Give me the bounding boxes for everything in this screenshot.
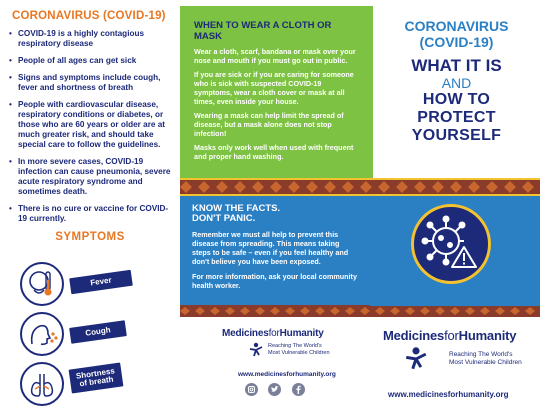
cover-headline: YOURSELF — [411, 127, 502, 144]
facts-paragraph: For more information, ask your local community health worker. — [192, 272, 357, 290]
person-logo-icon — [248, 342, 264, 358]
list-item: • There is no cure or vaccine for COVID-19 currently. — [8, 204, 172, 224]
person-logo-icon — [403, 346, 429, 372]
mask-paragraph: Masks only work well when used with frequent and proper hand washing. — [194, 143, 354, 161]
mask-paragraph: If you are sick or if you are caring for someone who is sick with suspected COVID-19 symptoms, wear a cloth cover or mask at all times, even inside your house. — [194, 70, 354, 106]
logo-text: MedicinesforHumanity — [383, 328, 517, 343]
facts-title-line2: DON'T PANIC. — [192, 213, 256, 224]
mask-paragraph: Wearing a mask can help limit the spread of disease, but a mask alone does not stop infection! — [194, 111, 344, 138]
virus-panel — [370, 196, 540, 306]
cover-title-line: CORONAVIRUS — [404, 18, 509, 34]
cough-icon — [20, 312, 64, 356]
facts-section — [180, 196, 370, 306]
website-link[interactable]: www.medicinesforhumanity.org — [388, 390, 509, 399]
list-item: • People with cardiovascular disease, respiratory conditions or diabetes, or those who are 60 years or older are at much greater risk, and should take special care to follow the guidelines. — [8, 100, 172, 150]
list-item: • People of all ages can get sick — [8, 56, 172, 66]
middle-panel — [180, 0, 370, 305]
instagram-icon[interactable] — [245, 383, 258, 396]
list-item: • In more severe cases, COVID-19 infection can cause pneumonia, severe acute respiratory syndrome and sometimes death. — [8, 157, 172, 197]
logo-tagline: Most Vulnerable Children — [268, 349, 330, 356]
list-item: • Signs and symptoms include cough, fever and shortness of breath — [8, 73, 172, 93]
symptom-fever — [20, 262, 170, 306]
logo-tagline: Reaching The World's — [449, 351, 513, 358]
symptom-label: Shortness of breath — [69, 362, 124, 393]
symptom-breath — [20, 362, 170, 406]
cover-and: AND — [441, 75, 472, 91]
mask-section-title: WHEN TO WEAR A CLOTH OR MASK — [194, 20, 332, 42]
logo-small — [222, 328, 372, 356]
lungs-icon — [20, 362, 64, 406]
decorative-band — [180, 178, 540, 196]
symptom-label: Cough — [69, 320, 127, 344]
list-item: • COVID-19 is a highly contagious respiratory disease — [8, 29, 172, 49]
fact-list — [8, 29, 172, 224]
thermometer-icon — [20, 262, 64, 306]
cover-title-line: (COVID-19) — [419, 34, 494, 50]
facts-title-line1: KNOW THE FACTS. — [192, 203, 281, 214]
symptoms-title: SYMPTOMS — [55, 231, 125, 243]
decorative-band — [180, 305, 540, 317]
facts-paragraph: Remember we must all help to prevent this disease from spreading. This means taking steps to be safe – even if you feel healthy and don't believe you have been exposed. — [192, 230, 349, 266]
virus-icon — [411, 204, 491, 284]
facebook-icon[interactable] — [292, 383, 305, 396]
cover-headline: PROTECT — [417, 109, 496, 126]
cover-headline: HOW TO — [422, 91, 491, 108]
logo-tagline: Most Vulnerable Children — [449, 359, 522, 366]
cover-headline: WHAT IT IS — [411, 56, 502, 75]
cover-panel — [370, 6, 540, 178]
social-icons — [245, 383, 325, 399]
website-link[interactable]: www.medicinesforhumanity.org — [238, 371, 336, 378]
twitter-icon[interactable] — [268, 383, 281, 396]
symptom-cough — [20, 312, 170, 356]
logo-large — [383, 328, 533, 367]
mask-paragraph: Wear a cloth, scarf, bandana or mask over your nose and mouth if you must go out in public. — [194, 47, 356, 65]
left-panel-title: CORONAVIRUS (COVID-19) — [12, 10, 166, 22]
mask-section — [180, 6, 370, 178]
symptom-label: Fever — [69, 270, 133, 294]
logo-text: MedicinesforHumanity — [222, 328, 324, 339]
logo-tagline: Reaching The World's — [268, 343, 322, 349]
